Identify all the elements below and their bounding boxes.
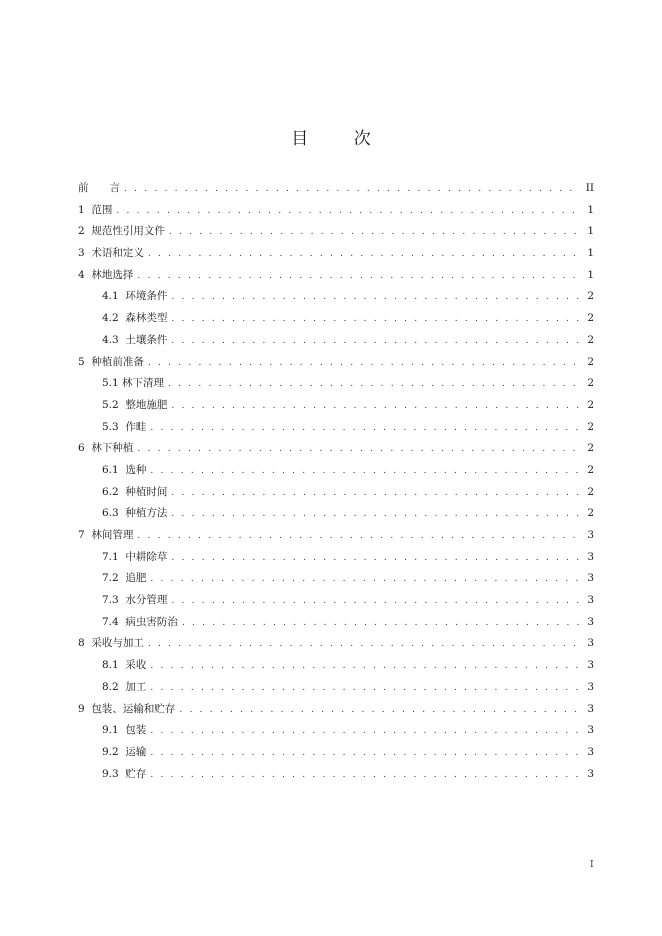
toc-entry-label: 8.1 采收 (102, 659, 147, 672)
toc-entry[interactable] (78, 221, 594, 243)
toc-entry-label: 8.2 加工 (102, 680, 147, 693)
toc-entry-label: 9.1 包装 (102, 724, 147, 737)
toc-leader-dots (150, 569, 580, 591)
toc-entry[interactable] (78, 503, 594, 525)
toc-entry-label: 5.1 林下清理 (102, 377, 165, 390)
toc-entry-page: 3 (587, 594, 594, 607)
toc-entry-label: 7.1 中耕除草 (102, 550, 168, 563)
toc-entry-label: 4.2 森林类型 (102, 312, 168, 325)
toc-leader-dots (169, 222, 580, 244)
toc-entry-page: 3 (587, 680, 594, 693)
toc-entry-page: 2 (587, 290, 594, 303)
toc-entry-page: II (585, 182, 594, 194)
toc-entry-page: 2 (587, 377, 594, 390)
toc-entry-page: 3 (587, 702, 594, 715)
toc-entry-label: 8 采收与加工 (78, 637, 144, 650)
table-of-contents (78, 178, 594, 785)
toc-leader-dots (171, 591, 580, 613)
toc-entry-label: 6.1 选种 (102, 463, 147, 476)
toc-entry-label: 7.3 水分管理 (102, 594, 168, 607)
toc-entry-label: 1 范围 (78, 203, 113, 216)
toc-leader-dots (124, 179, 580, 201)
toc-entry-label: 4.1 环境条件 (102, 290, 168, 303)
toc-entry-page: 3 (587, 745, 594, 758)
toc-entry[interactable] (78, 568, 594, 590)
toc-entry-page: 2 (587, 398, 594, 411)
toc-entry-label: 6 林下种植 (78, 442, 134, 455)
toc-entry-page: 3 (587, 615, 594, 628)
toc-entry-label: 5.2 整地施肥 (102, 398, 168, 411)
toc-leader-dots (171, 396, 580, 418)
toc-leader-dots (150, 678, 580, 700)
toc-entry-label: 9.2 运输 (102, 745, 147, 758)
toc-entry-page: 2 (587, 312, 594, 325)
page-number: I (590, 860, 594, 870)
toc-leader-dots (171, 287, 580, 309)
toc-entry-label: 5 种植前准备 (78, 355, 144, 368)
toc-leader-dots (150, 461, 580, 483)
toc-entry[interactable] (78, 178, 594, 200)
toc-entry-label: 2 规范性引用文件 (78, 225, 165, 238)
toc-entry[interactable] (78, 243, 594, 265)
toc-leader-dots (179, 700, 580, 722)
toc-entry[interactable] (78, 699, 594, 721)
toc-entry-label: 4 林地选择 (78, 268, 134, 281)
toc-entry[interactable] (78, 200, 594, 222)
toc-leader-dots (168, 374, 580, 396)
toc-leader-dots (137, 526, 580, 548)
toc-entry-page: 3 (587, 767, 594, 780)
toc-leader-dots (171, 309, 580, 331)
toc-leader-dots (182, 613, 580, 635)
toc-leader-dots (148, 634, 580, 656)
toc-entry[interactable] (78, 633, 594, 655)
toc-entry-page: 3 (587, 724, 594, 737)
toc-leader-dots (171, 504, 580, 526)
toc-entry-label: 7.4 病虫害防治 (102, 615, 178, 628)
toc-leader-dots (150, 765, 580, 787)
toc-leader-dots (171, 483, 580, 505)
toc-leader-dots (137, 266, 580, 288)
toc-entry[interactable] (78, 373, 594, 395)
toc-entry-page: 1 (587, 203, 594, 216)
page-title: 目 次 (291, 129, 391, 149)
toc-entry-label: 5.3 作畦 (102, 420, 147, 433)
toc-leader-dots (150, 743, 580, 765)
toc-entry-label: 6.3 种植方法 (102, 507, 168, 520)
toc-leader-dots (116, 201, 580, 223)
toc-entry[interactable] (78, 547, 594, 569)
toc-leader-dots (148, 353, 580, 375)
toc-leader-dots (171, 548, 580, 570)
toc-entry-page: 2 (587, 442, 594, 455)
toc-entry[interactable] (78, 286, 594, 308)
toc-leader-dots (150, 721, 580, 743)
toc-entry-page: 2 (587, 463, 594, 476)
toc-entry-page: 2 (587, 507, 594, 520)
toc-entry[interactable] (78, 438, 594, 460)
toc-entry[interactable] (78, 590, 594, 612)
toc-entry-page: 2 (587, 355, 594, 368)
toc-entry-label: 9 包装、运输和贮存 (78, 702, 176, 715)
toc-leader-dots (150, 418, 580, 440)
toc-entry-label: 7 林间管理 (78, 529, 134, 541)
toc-leader-dots (148, 244, 580, 266)
toc-entry[interactable] (78, 612, 594, 634)
toc-entry-label: 前 言 (78, 182, 120, 194)
toc-entry-label: 9.3 贮存 (102, 767, 147, 780)
toc-entry-page: 3 (587, 637, 594, 650)
toc-entry[interactable] (78, 677, 594, 699)
toc-entry-page: 3 (587, 572, 594, 585)
toc-leader-dots (137, 439, 580, 461)
toc-entry-page: 3 (587, 529, 594, 541)
toc-entry-label: 6.2 种植时间 (102, 485, 168, 498)
toc-entry-page: 3 (587, 550, 594, 563)
toc-entry[interactable] (78, 525, 594, 547)
toc-entry[interactable] (78, 352, 594, 374)
toc-leader-dots (171, 331, 580, 353)
toc-entry-label: 3 术语和定义 (78, 247, 144, 260)
toc-entry[interactable] (78, 742, 594, 764)
toc-entry[interactable] (78, 460, 594, 482)
toc-entry-page: 1 (587, 225, 594, 238)
toc-entry-page: 3 (587, 659, 594, 672)
toc-entry-label: 4.3 土壤条件 (102, 333, 168, 346)
toc-entry-page: 2 (587, 485, 594, 498)
toc-entry[interactable] (78, 417, 594, 439)
toc-entry-page: 2 (587, 333, 594, 346)
toc-entry[interactable] (78, 482, 594, 504)
toc-entry[interactable] (78, 330, 594, 352)
toc-entry[interactable] (78, 395, 594, 417)
toc-entry[interactable] (78, 265, 594, 287)
toc-entry-page: 1 (587, 247, 594, 260)
toc-leader-dots (150, 656, 580, 678)
toc-entry[interactable] (78, 655, 594, 677)
toc-entry[interactable] (78, 720, 594, 742)
toc-entry[interactable] (78, 308, 594, 330)
toc-entry-page: 1 (587, 268, 594, 281)
toc-entry[interactable] (78, 764, 594, 786)
toc-entry-label: 7.2 追肥 (102, 572, 147, 585)
toc-entry-page: 2 (587, 420, 594, 433)
